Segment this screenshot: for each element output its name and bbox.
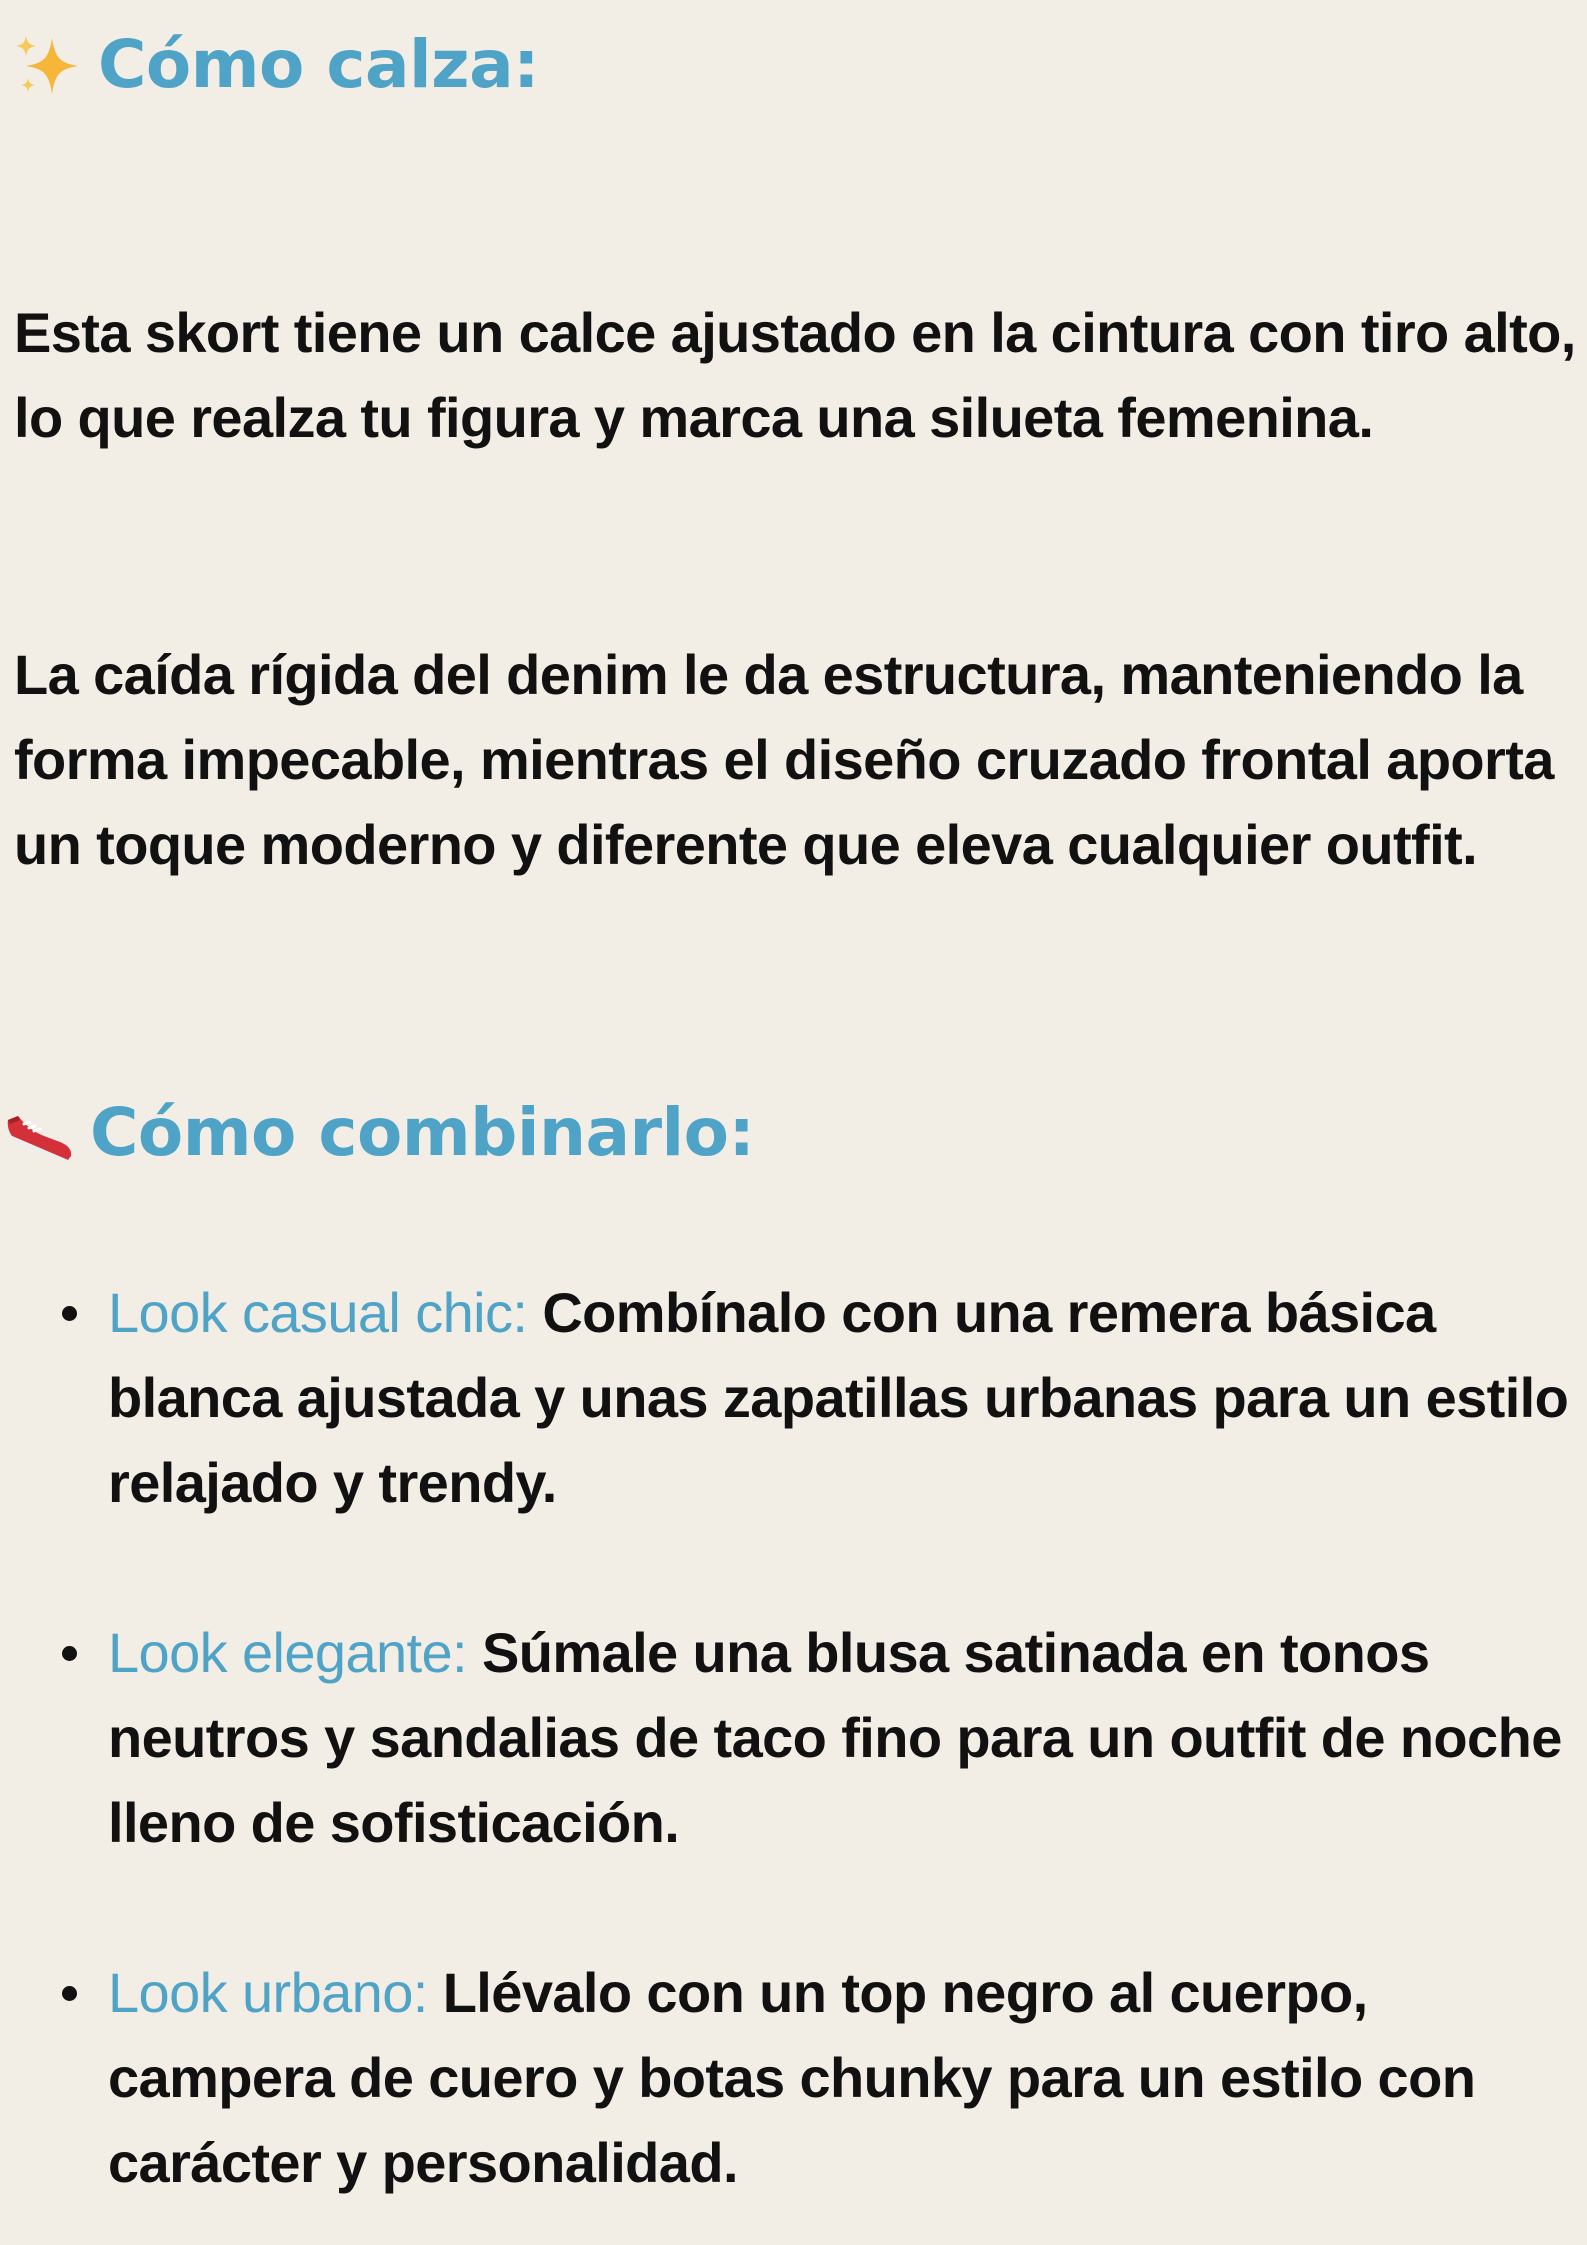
bullet: [62, 1306, 77, 1321]
bullet: [62, 1986, 77, 2001]
look-description: Llévalo con un top negro al cuerpo, campera de cuero y botas chunky para un estilo con carácter y personalidad.: [108, 1961, 1476, 2194]
look-label: Look casual chic:: [108, 1281, 528, 1344]
look-label: Look urbano:: [108, 1961, 428, 2024]
fit-paragraph-1: Esta skort tiene un calce ajustado en la cintura con tiro alto, lo que realza tu figura y marca una silueta femenina.: [14, 301, 1576, 449]
look-label: Look elegante:: [108, 1621, 468, 1684]
section-fit-title: Cómo calza:: [98, 26, 539, 103]
fit-paragraph-2: La caída rígida del denim le da estructura, manteniendo la forma impecable, mientras el diseño cruzado frontal aporta un toque moderno y diferente que eleva cualquier outfit.: [14, 643, 1554, 876]
look-description: Combínalo con una remera básica blanca ajustada y unas zapatillas urbanas para un estilo relajado y trendy.: [108, 1281, 1569, 1514]
look-description: Súmale una blusa satinada en tonos neutros y sandalias de taco fino para un outfit de noche lleno de sofisticación.: [108, 1621, 1562, 1854]
sparkles-icon: [12, 30, 82, 100]
section-combine-heading: [4, 1094, 754, 1171]
sneaker-icon: [4, 1098, 74, 1168]
section-fit-heading: [12, 26, 539, 103]
bullet: [62, 1646, 77, 1661]
section-combine-title: Cómo combinarlo:: [90, 1094, 755, 1171]
